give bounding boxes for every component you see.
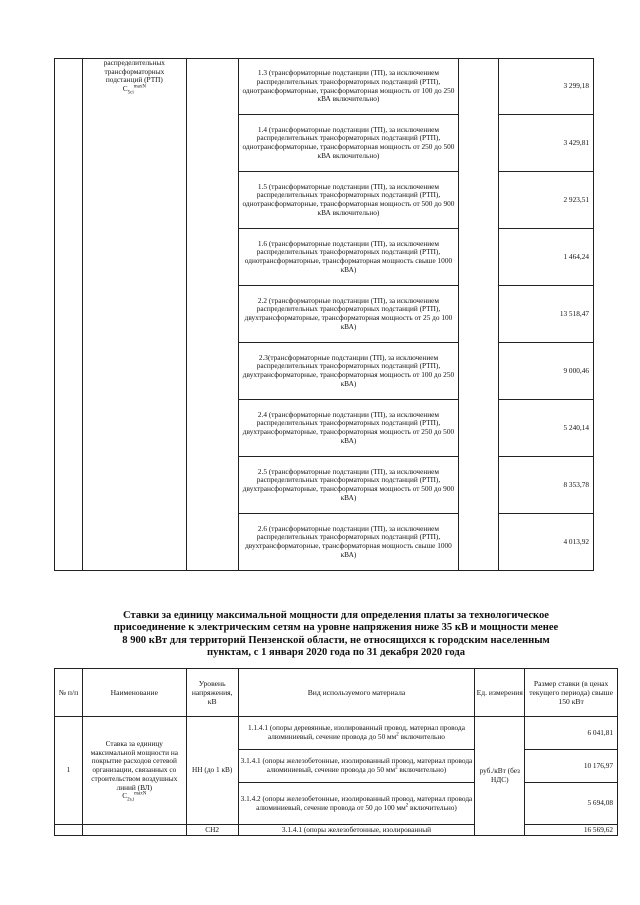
rate-value: 1 464,24 (499, 229, 594, 286)
voltage-level-lv: НН (до 1 кВ) (186, 717, 238, 825)
unit-cell: руб./кВт (без НДС) (475, 717, 525, 836)
title-line-1: Ставки за единицу максимальной мощности для определения платы за технологическое (123, 610, 549, 621)
row-number-cont (55, 59, 83, 571)
rate-value: 6 041,81 (525, 717, 618, 750)
name-line: трансформаторных (104, 66, 165, 76)
voltage-level-mv2: СН2 (186, 825, 238, 836)
voltage-level-cont (186, 59, 238, 571)
material-desc: 3.1.4.2 (опоры железобетонные, изолированный провод, материал провода алюминиевый, сечение провода от 50 до 100 $мм^2$ включительно) (238, 783, 475, 825)
title-line-4: пунктам, с 1 января 2020 года по 31 декабря 2020 года (206, 647, 466, 659)
section-title (54, 610, 618, 660)
material-desc: 2.5 (трансформаторные подстанции (ТП), за исключением распределительных трансформаторных подстанций (РТП), двухтрансформаторные, трансформаторная мощность от 500 до 900 кВА) (238, 457, 459, 514)
rates-table-overhead-lines (54, 668, 618, 836)
table-row (55, 59, 594, 115)
header-name: Наименование (82, 669, 186, 717)
row-number-cont (55, 825, 83, 836)
rate-value: 16 569,62 (525, 825, 618, 836)
rate-name-cont (82, 825, 186, 836)
material-desc: 3.1.4.1 (опоры железобетонные, изолированный провод, материал провода алюминиевый, сечение провода до 50 $мм^2$ включительно) (238, 750, 475, 783)
material-desc: 1.5 (трансформаторные подстанции (ТП), за исключением распределительных трансформаторных подстанций (РТП), однотрансформаторные, трансформаторная мощность от 500 до 900 кВА включительно) (238, 172, 459, 229)
unit-cell-cont (459, 59, 499, 571)
rate-value: 9 000,46 (499, 343, 594, 400)
header-num: № п/п (55, 669, 83, 717)
header-rate: Размер ставки (в ценах текущего периода) свыше 150 кВт (525, 669, 618, 717)
table-row (55, 717, 618, 750)
rates-table-substations (54, 58, 594, 571)
rate-value: 3 429,81 (499, 115, 594, 172)
substation-name-cell (82, 59, 186, 571)
material-desc: 2.3(трансформаторные подстанции (ТП), за исключением распределительных трансформаторных подстанций (РТП), двухтрансформаторные, трансформаторная мощность от 100 до 250 кВА) (238, 343, 459, 400)
rate-name-cell (82, 717, 186, 825)
name-symbol: $C_{5сі}^{maxN}$ (122, 84, 146, 96)
header-material: Вид используемого материала (238, 669, 475, 717)
material-desc: 3.1.4.1 (опоры железобетонные, изолированный (238, 825, 475, 836)
material-desc: 1.4 (трансформаторные подстанции (ТП), за исключением распределительных трансформаторных подстанций (РТП), однотрансформаторные, трансформаторная мощность от 250 до 500 кВА включительно) (238, 115, 459, 172)
material-desc: 2.2 (трансформаторные подстанции (ТП), за исключением распределительных трансформаторных подстанций (РТП), двухтрансформаторные, трансформаторная мощность от 25 до 100 кВА) (238, 286, 459, 343)
material-desc: 1.3 (трансформаторные подстанции (ТП), за исключением распределительных трансформаторных подстанций (РТП), однотрансформаторные, трансформаторная мощность от 100 до 250 кВА включительно) (238, 59, 459, 115)
name-line: распределительных (103, 58, 165, 67)
rate-value: 13 518,47 (499, 286, 594, 343)
table-header-row (55, 669, 618, 717)
rate-value: 8 353,78 (499, 457, 594, 514)
rate-value: 3 299,18 (499, 59, 594, 115)
header-unit: Ед. измерения (475, 669, 525, 717)
table-row (55, 825, 618, 836)
title-line-3: 8 900 кВт для территорий Пензенской области, не относящихся к городским населенным (122, 634, 550, 646)
rate-name-text: Ставка за единицу максимальной мощности на покрытие расходов сетевой организации, связанных со строительством воздушных линий (ВЛ) (90, 739, 178, 792)
rate-value: 2 923,51 (499, 172, 594, 229)
name-line: подстанций (РТП) (105, 75, 163, 85)
material-desc: 2.6 (трансформаторные подстанции (ТП), за исключением распределительных трансформаторных подстанций (РТП), двухтрансформаторные, трансформаторная мощность свыше 1000 кВА) (238, 514, 459, 571)
material-desc: 1.1.4.1 (опоры деревянные, изолированный провод, материал провода алюминиевый, сечение провода до 50 $мм^2$ включительно (238, 717, 475, 750)
rate-value: 10 176,97 (525, 750, 618, 783)
rate-name-symbol: $C_{2s,i}^{maxN}$ (122, 791, 147, 803)
rate-value: 5 240,14 (499, 400, 594, 457)
header-voltage-level: Уровень напряжения, кВ (186, 669, 238, 717)
row-number: 1 (55, 717, 83, 825)
material-desc: 2.4 (трансформаторные подстанции (ТП), за исключением распределительных трансформаторных подстанций (РТП), двухтрансформаторные, трансформаторная мощность от 250 до 500 кВА) (238, 400, 459, 457)
rate-value: 5 694,08 (525, 783, 618, 825)
title-line-2: присоединение к электрическим сетям на уровне напряжения ниже 35 кВ и мощности менее (113, 622, 559, 634)
material-desc: 1.6 (трансформаторные подстанции (ТП), за исключением распределительных трансформаторных подстанций (РТП), однотрансформаторные, трансформаторная мощность свыше 1000 кВА) (238, 229, 459, 286)
rate-value: 4 013,92 (499, 514, 594, 571)
